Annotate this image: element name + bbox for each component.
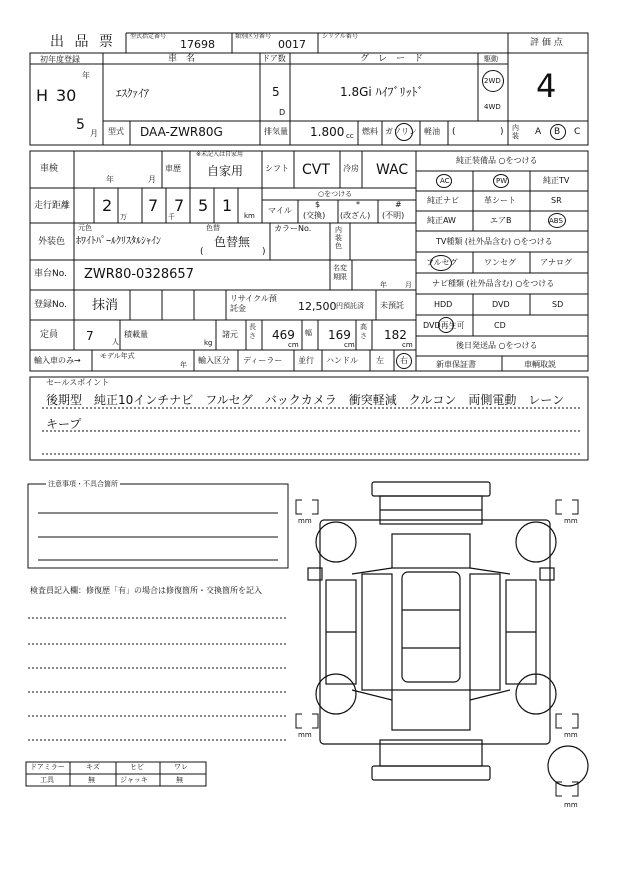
capacity-value: 7 <box>86 329 94 343</box>
chassis-label: 車台No. <box>34 269 67 279</box>
interior-b: B <box>554 127 561 137</box>
model-year-label: モデル年式 <box>100 352 135 360</box>
unknown-label: (不明) <box>382 211 405 220</box>
recycle-unpaid: 未預託 <box>380 301 404 310</box>
navi-sd: SD <box>552 300 564 309</box>
class-no-label: 類別区分番号 <box>235 33 272 40</box>
recycle-value: 12,500 <box>298 300 337 313</box>
doors-value: 5 <box>272 85 280 99</box>
mm-rear-left: mm <box>298 731 312 739</box>
width-label: 幅 <box>305 329 312 337</box>
interior-label: 内装 <box>512 124 519 140</box>
dims-label: 諸元 <box>222 330 238 339</box>
mm-front-left: mm <box>298 517 312 525</box>
person-unit: 人 <box>112 338 119 346</box>
interior-a: A <box>535 127 542 137</box>
name-change-label: 名変期限 <box>333 264 347 281</box>
handle-right: 右 <box>400 356 408 365</box>
navi-dvd: DVD <box>492 300 510 309</box>
orig-color-label: 元色 <box>78 224 92 232</box>
mileage-10k: 2 <box>102 196 113 215</box>
caution-label: 注意事項・不具合箇所 <box>48 480 118 488</box>
length-value: 469 <box>272 328 295 342</box>
mileage-label: 走行距離 <box>34 201 71 211</box>
legend-tools: 工具 <box>40 776 54 784</box>
equip-sr: SR <box>551 196 562 205</box>
drive-4wd: 4WD <box>484 103 501 111</box>
parallel: 並行 <box>298 356 314 365</box>
equipment-title: 純正装備品 ○をつける <box>456 156 538 165</box>
first-reg-label: 初年度登録 <box>40 55 80 64</box>
doors-label: ドア数 <box>262 54 286 63</box>
navi-dvd-play: DVD再生可 <box>423 321 465 330</box>
navi-title: ナビ種類 (社外品含む) ○をつける <box>432 279 555 288</box>
equip-airbag: エアB <box>490 216 512 225</box>
class-no-value: 0017 <box>278 38 306 51</box>
mm-spare: mm <box>564 801 578 809</box>
tv-oneseg: ワンセグ <box>484 258 516 267</box>
exterior-color-label: 外装色 <box>38 237 66 247</box>
year-unit: 年 <box>82 71 90 80</box>
equip-leather: 革シート <box>484 196 516 205</box>
type-no-label: 型式指定番号 <box>130 33 167 40</box>
navi-hdd: HDD <box>434 300 453 309</box>
man-unit: 万 <box>120 213 127 221</box>
repaint-label: 色替 <box>206 224 220 232</box>
reg-no-value: 抹消 <box>92 298 119 313</box>
score-value: 4 <box>536 67 557 105</box>
car-diagram <box>308 482 554 780</box>
fuel-diesel: 軽油 <box>424 127 440 136</box>
legend-jack: ジャッキ <box>120 776 148 784</box>
equip-ac: AC <box>440 177 450 185</box>
recycle-label: リサイクル預託金 <box>230 294 277 313</box>
equip-navi: 純正ナビ <box>427 196 459 205</box>
grade-value: 1.8Gi ﾊｲﾌﾞﾘｯﾄﾞ <box>340 85 424 99</box>
later-manual: 車輌取説 <box>524 360 556 369</box>
mile-label: マイル <box>268 206 292 215</box>
displacement-value: 1.800 <box>310 125 345 139</box>
mileage-digit-3: 1 <box>222 196 233 215</box>
repaint-value: 色替無 <box>214 235 251 249</box>
handle-label: ハンドル <box>326 356 358 365</box>
model-value: DAA-ZWR80G <box>140 125 223 139</box>
dealer: ディーラー <box>243 356 283 365</box>
tv-fullseg: フルセグ <box>426 258 458 267</box>
mm-front-right: mm <box>564 517 578 525</box>
era: H <box>36 86 49 105</box>
equip-pw: PW <box>496 177 508 185</box>
tv-title: TV種類 (社外品含む) ○をつける <box>436 237 553 246</box>
shaken-label: 車検 <box>40 164 59 174</box>
later-title: 後日発送品 ○をつける <box>456 341 538 350</box>
length-label: 長さ <box>249 323 256 340</box>
model-label: 型式 <box>108 127 124 136</box>
car-name-value: ｴｽｸｧｲｱ <box>116 87 149 100</box>
drive-label: 駆動 <box>484 55 498 63</box>
handle-left: 左 <box>376 356 384 365</box>
chassis-value: ZWR80-0328657 <box>84 267 194 282</box>
mileage-circle-note: ○をつける <box>318 190 353 198</box>
cc-unit: cc <box>346 132 354 140</box>
shift-label: シフト <box>265 164 289 173</box>
equip-aw: 純正AW <box>427 216 456 225</box>
equip-tv: 純正TV <box>543 176 570 185</box>
equip-abs: ABS <box>549 217 563 225</box>
legend-crack: ヒビ <box>130 763 144 771</box>
fuel-label: 燃料 <box>362 127 378 136</box>
legend-door-mirror: ドアミラー <box>30 763 65 771</box>
mileage-digit-1: 7 <box>174 196 185 215</box>
capacity-label: 定員 <box>40 330 59 340</box>
height-label: 高さ <box>360 323 367 340</box>
doors-d: D <box>279 108 286 117</box>
sen-unit: 千 <box>168 213 175 221</box>
tv-analog: アナログ <box>540 258 572 267</box>
reg-no-label: 登録No. <box>34 300 67 310</box>
mm-rear-right: mm <box>564 731 578 739</box>
legend-jack-value: 無 <box>176 776 183 784</box>
sales-point-label: セールスポイント <box>46 378 110 387</box>
shift-value: CVT <box>302 162 330 178</box>
kg-unit: kg <box>204 339 213 347</box>
sales-point-line1: 後期型 純正10インチナビ フルセグ バックカメラ 衝突軽減 クルコン 両側電動 レーン <box>46 393 565 407</box>
reg-year: 30 <box>56 86 77 105</box>
sales-point-line2: キープ <box>46 417 82 431</box>
shaken-year-unit: 年 <box>106 175 114 184</box>
ac-label: 冷房 <box>343 164 359 173</box>
tire-icons <box>316 522 588 786</box>
interior-c: C <box>574 127 581 137</box>
navi-cd: CD <box>494 321 506 330</box>
month-unit: 月 <box>90 129 98 138</box>
mileage-digit-2: 5 <box>198 196 209 215</box>
import-label: 輸入車のみ→ <box>34 356 81 365</box>
later-warranty: 新車保証書 <box>436 360 476 369</box>
history-value: 自家用 <box>207 164 244 178</box>
km-unit: km <box>244 212 255 220</box>
exchange-label: (交換) <box>303 211 326 220</box>
width-value: 169 <box>328 328 351 342</box>
history-label: 車歴 <box>165 164 181 173</box>
unknown-symbol: # <box>395 200 402 209</box>
altered-symbol: * <box>356 200 360 209</box>
drive-2wd: 2WD <box>484 77 501 85</box>
interior-color-label: 内装色 <box>335 226 342 250</box>
shaken-month-unit: 月 <box>148 175 156 184</box>
ac-value: WAC <box>376 162 409 178</box>
inspector-label: 検査員記入欄：修復歴「有」の場合は修復箇所・交換箇所を記入 <box>30 586 262 595</box>
type-no-value: 17698 <box>180 38 215 51</box>
history-note: ※未記入は自家用 <box>196 151 244 158</box>
serial-label: シリアル番号 <box>322 33 358 40</box>
load-label: 積載量 <box>124 330 148 339</box>
recycle-unit: 円預託済 <box>336 302 364 310</box>
score-label: 評 価 点 <box>530 38 563 48</box>
color-no-label: カラーNo. <box>274 224 312 233</box>
displacement-label: 排気量 <box>264 127 288 136</box>
form-title: 出 品 票 <box>50 34 116 50</box>
import-div-label: 輸入区分 <box>198 356 230 365</box>
legend-scratch: キズ <box>86 763 100 771</box>
fuel-gas: ガソリン <box>385 127 417 136</box>
height-value: 182 <box>384 328 407 342</box>
car-name-label: 車 名 <box>168 54 196 64</box>
altered-label: (改ざん) <box>340 211 371 220</box>
orig-color-value: ﾎﾜｲﾄﾊﾟｰﾙｸﾘｽﾀﾙｼｬｲﾝ <box>76 236 161 247</box>
exchange-symbol: $ <box>315 200 321 209</box>
grade-label: グ レ ー ド <box>360 54 424 64</box>
legend-tools-value: 無 <box>88 776 95 784</box>
legend-break: ワレ <box>174 763 188 771</box>
reg-month: 5 <box>76 117 85 133</box>
mileage-1k: 7 <box>148 196 159 215</box>
